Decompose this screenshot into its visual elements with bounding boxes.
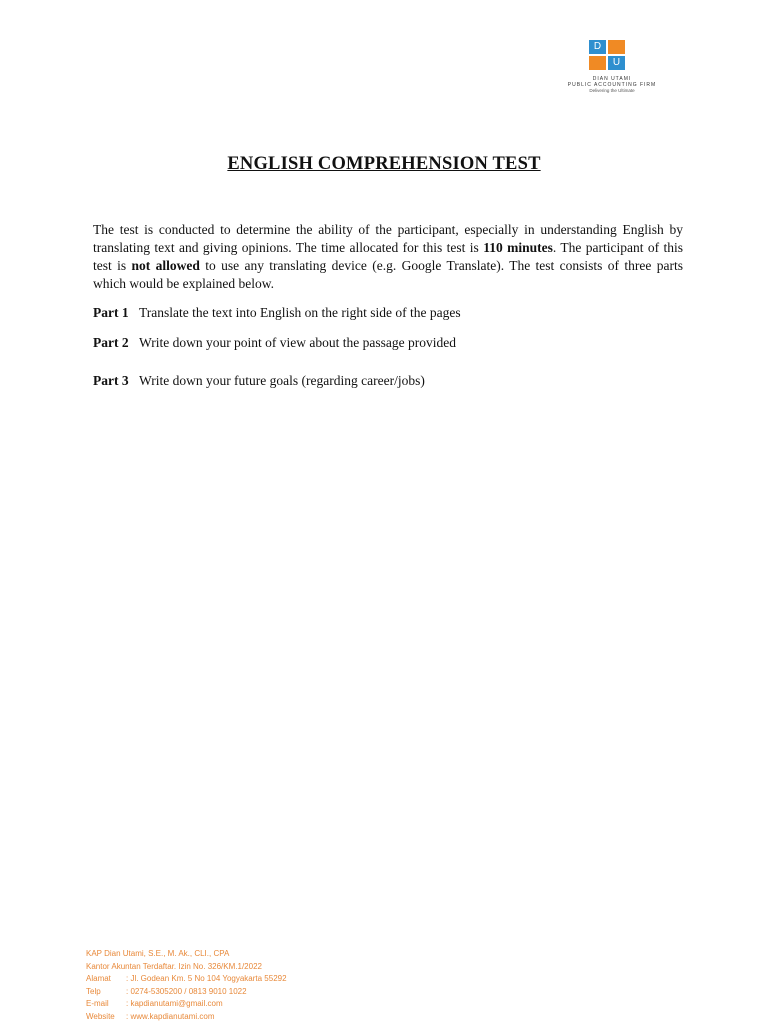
footer-address [86,973,287,986]
footer-key: Alamat [86,974,111,983]
part-label: Part 3 [93,373,129,388]
logo-square-orange-bottom [589,56,606,70]
intro-paragraph [93,221,683,293]
footer-key: Website [86,1011,115,1021]
footer-key: E-mail [86,999,109,1008]
logo-name-line2: PUBLIC ACCOUNTING FIRM [567,82,657,88]
logo-tagline: Delivering the Ultimate [589,88,635,93]
footer-value: : 0274-5305200 / 0813 9010 1022 [126,986,247,996]
intro-text-3: to use any translating device (e.g. Google Translate). The test consists of three parts which would be explained below. [93,258,683,291]
logo-square-orange-top [608,40,625,54]
footer-value: : www.kapdianutami.com [126,1011,215,1021]
footer-key: Telp [86,986,101,996]
logo-name-line1: DIAN UTAMI [592,76,632,82]
letterhead-footer [86,948,287,1023]
footer-website [86,1011,287,1024]
part-description: Translate the text into English on the right side of the pages [139,305,461,320]
logo-square-u: U [608,56,625,70]
intro-text-2: . The participant of this test is [93,240,683,273]
part-2 [93,334,456,352]
logo-firm-name [556,76,668,88]
footer-phone [86,986,287,999]
part-description: Write down your point of view about the passage provided [139,335,457,350]
document-title: ENGLISH COMPREHENSION TEST [227,154,541,174]
part-label: Part 1 [93,305,129,320]
intro-duration: 110 minutes [483,240,553,255]
part-label: Part 2 [93,335,129,350]
part-3 [93,372,425,390]
footer-email [86,998,287,1011]
part-1 [93,304,461,322]
footer-value: : kapdianutami@gmail.com [126,999,223,1008]
logo-mark-icon [589,40,629,72]
intro-text-1: The test is conducted to determine the ability of the participant, especially in understanding English by translating text and giving opinions. The time allocated for this test is [93,222,683,255]
footer-firm-name: KAP Dian Utami, S.E., M. Ak., CLI., CPA [86,949,230,958]
footer-license: Kantor Akuntan Terdaftar. Izin No. 326/KM.1/2022 [86,961,262,971]
footer-value: : Jl. Godean Km. 5 No 104 Yogyakarta 55292 [126,974,287,983]
logo-square-d: D [589,40,606,54]
intro-not-allowed: not allowed [131,258,200,273]
firm-logo [556,36,668,108]
part-description: Write down your future goals (regarding career/jobs) [139,373,425,388]
